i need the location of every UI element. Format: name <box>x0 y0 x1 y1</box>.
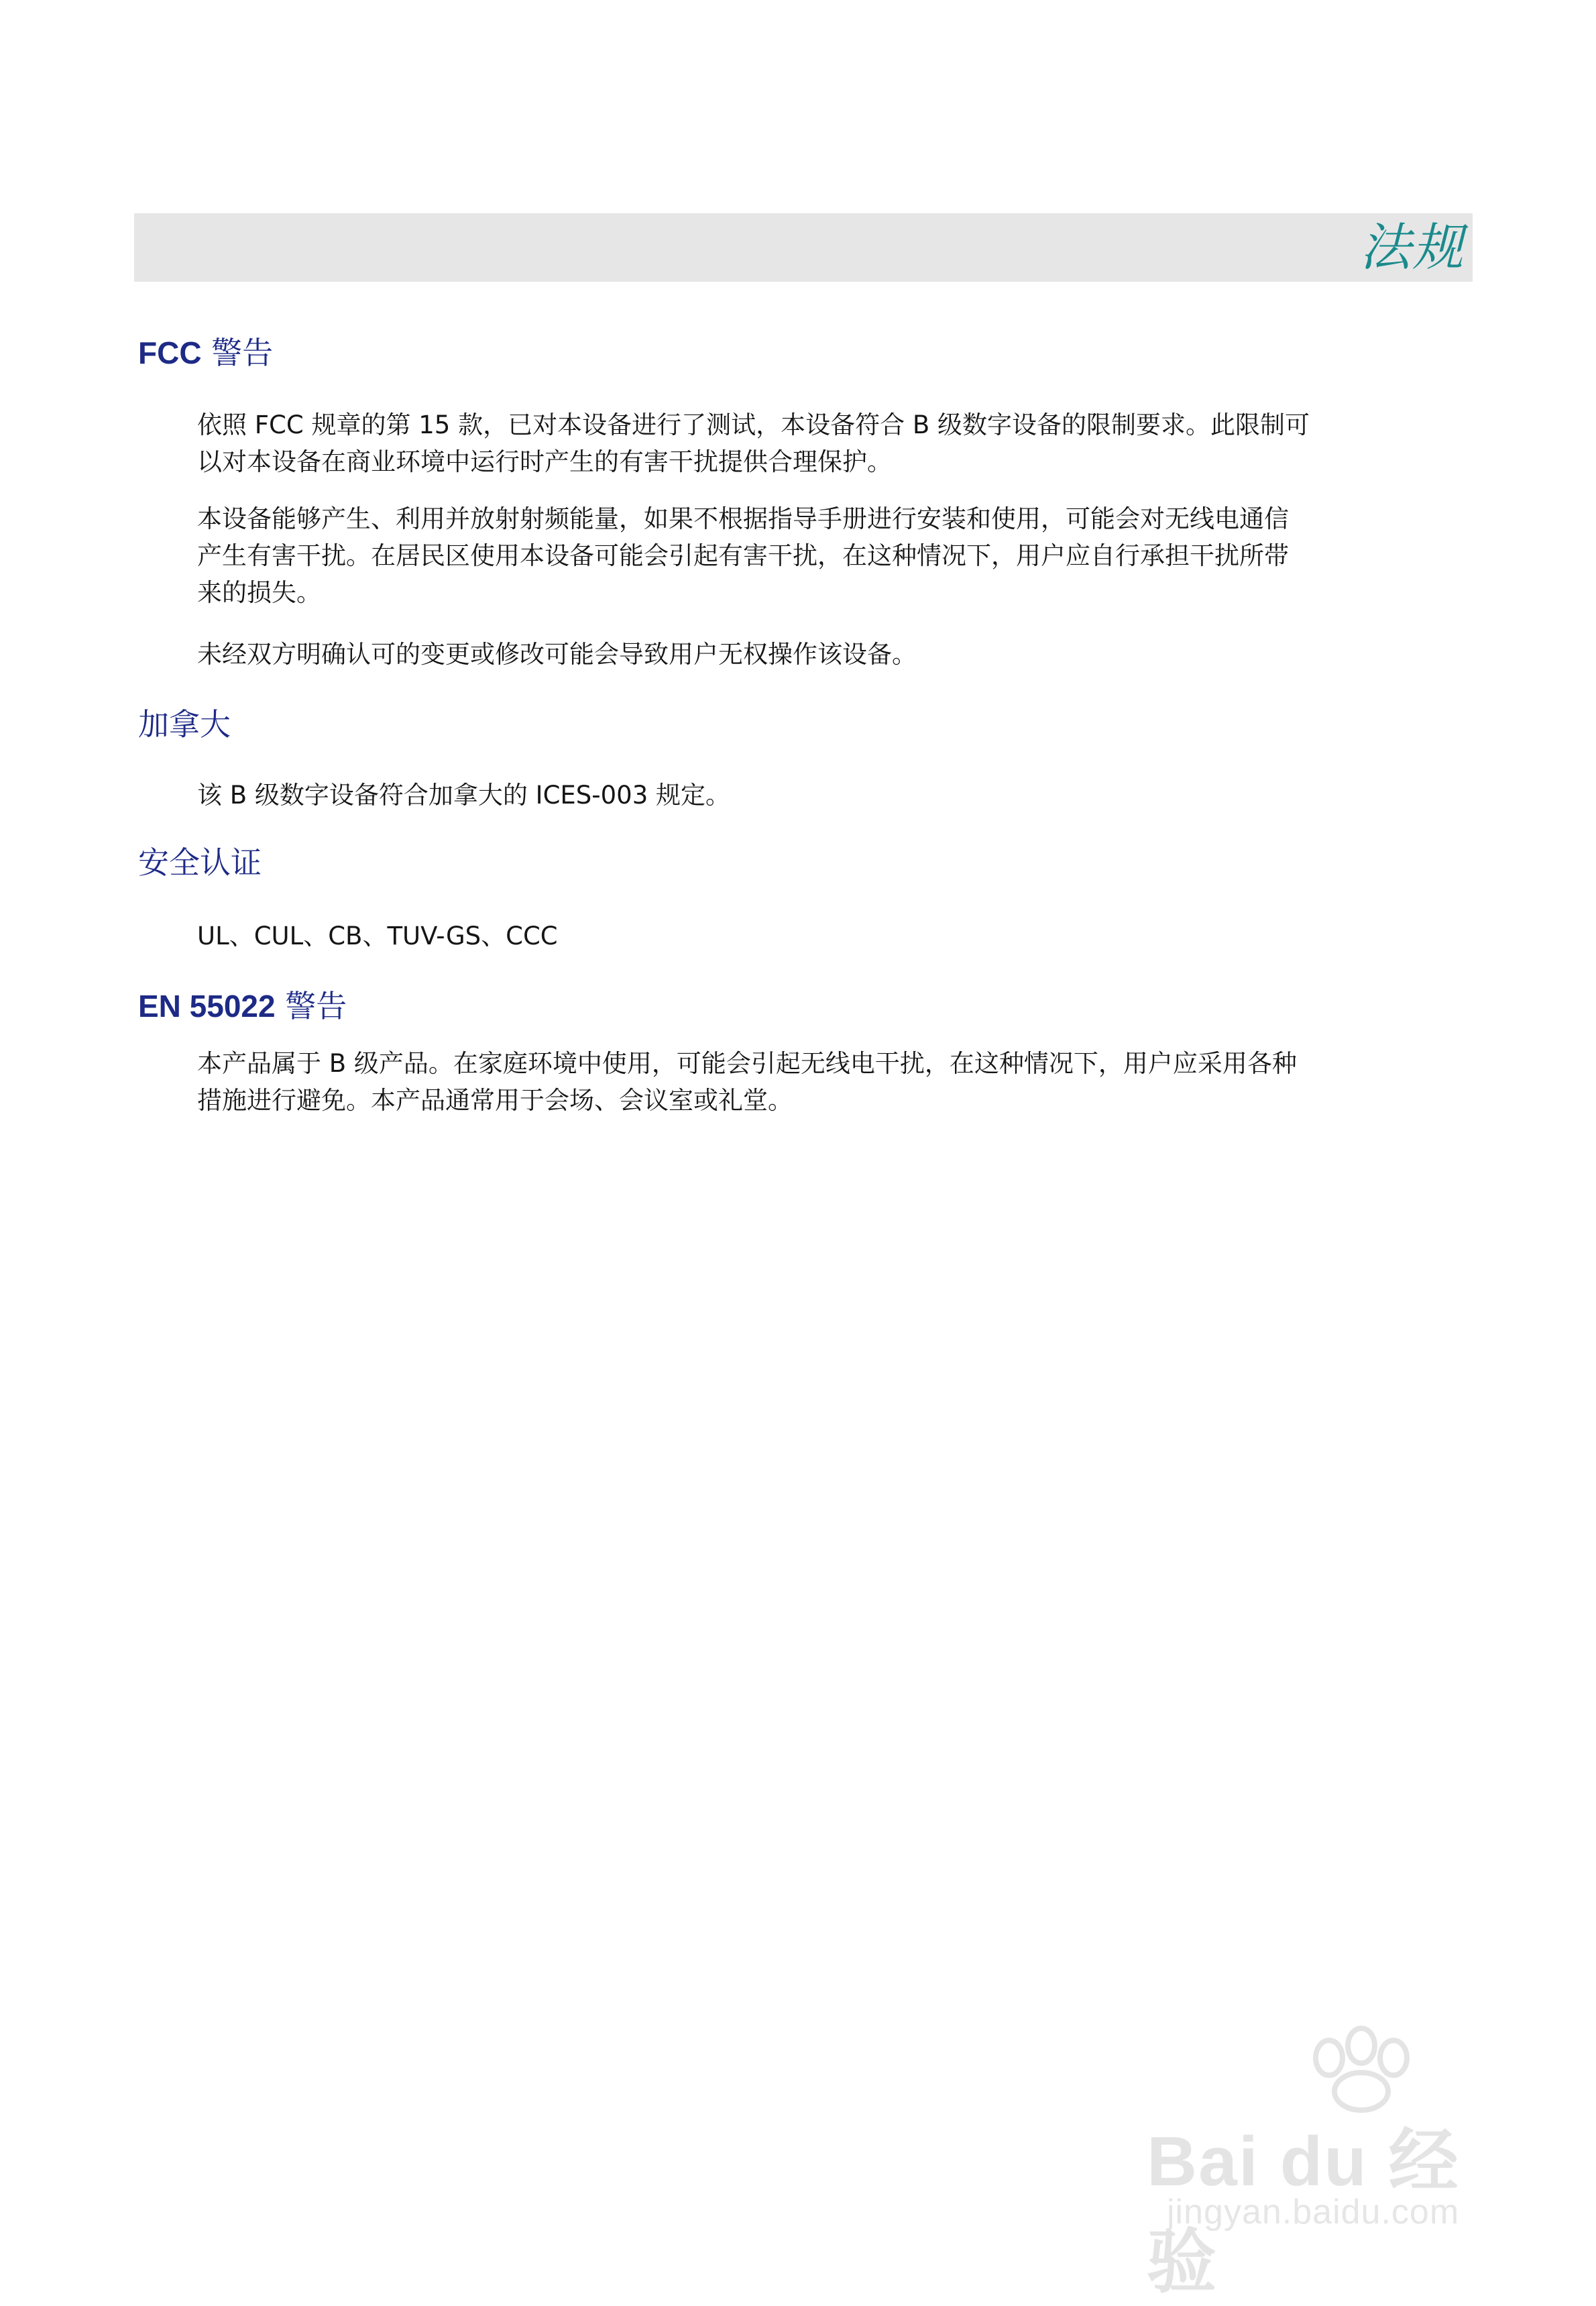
section-heading-safety <box>138 842 262 883</box>
text-line: 依照 FCC 规章的第 15 款，已对本设备进行了测试，本设备符合 B 级数字设备的限制要求。此限制可 <box>197 410 1310 439</box>
fcc-paragraph-3 <box>197 636 1458 673</box>
text-line: 产生有害干扰。在居民区使用本设备可能会引起有害干扰，在这种情况下，用户应自行承担干扰所带 <box>197 541 1289 570</box>
text-line: 本设备能够产生、利用并放射射频能量，如果不根据指导手册进行安装和使用，可能会对无线电通信 <box>197 504 1289 533</box>
heading-latin: FCC <box>138 335 202 370</box>
fcc-paragraph-2 <box>197 500 1458 611</box>
en55022-paragraph <box>197 1045 1458 1119</box>
heading-cjk: 安全认证 <box>138 844 262 881</box>
text-line: 未经双方明确认可的变更或修改可能会导致用户无权操作该设备。 <box>197 640 917 669</box>
section-heading-fcc <box>138 333 273 373</box>
fcc-paragraph-1 <box>197 406 1458 480</box>
heading-cjk: 警告 <box>201 335 274 371</box>
text-line: 来的损失。 <box>197 578 321 607</box>
watermark-logo-text: Bai du 经验 <box>1147 2123 1460 2301</box>
text-line: 以对本设备在商业环境中运行时产生的有害干扰提供合理保护。 <box>197 447 892 476</box>
paw-icon <box>1294 2026 1428 2113</box>
section-heading-canada <box>138 704 231 745</box>
canada-paragraph <box>197 777 1458 814</box>
heading-latin: EN 55022 <box>138 989 276 1024</box>
text-line: 该 B 级数字设备符合加拿大的 ICES-003 规定。 <box>197 781 731 810</box>
text-line: UL、CUL、CB、TUV-GS、CCC <box>197 922 558 950</box>
text-line: 本产品属于 B 级产品。在家庭环境中使用，可能会引起无线电干扰，在这种情况下，用户应采用各种 <box>197 1049 1297 1078</box>
section-heading-en55022 <box>138 986 347 1026</box>
watermark-url: jingyan.baidu.com <box>1167 2193 1460 2232</box>
text-line: 措施进行避免。本产品通常用于会场、会议室或礼堂。 <box>197 1086 793 1115</box>
safety-paragraph <box>197 918 1458 954</box>
title-band <box>134 213 1473 282</box>
heading-cjk: 警告 <box>275 988 347 1024</box>
heading-cjk: 加拿大 <box>138 706 231 743</box>
baidu-watermark <box>1140 2026 1516 2301</box>
page-title: 法规 <box>1360 217 1465 277</box>
